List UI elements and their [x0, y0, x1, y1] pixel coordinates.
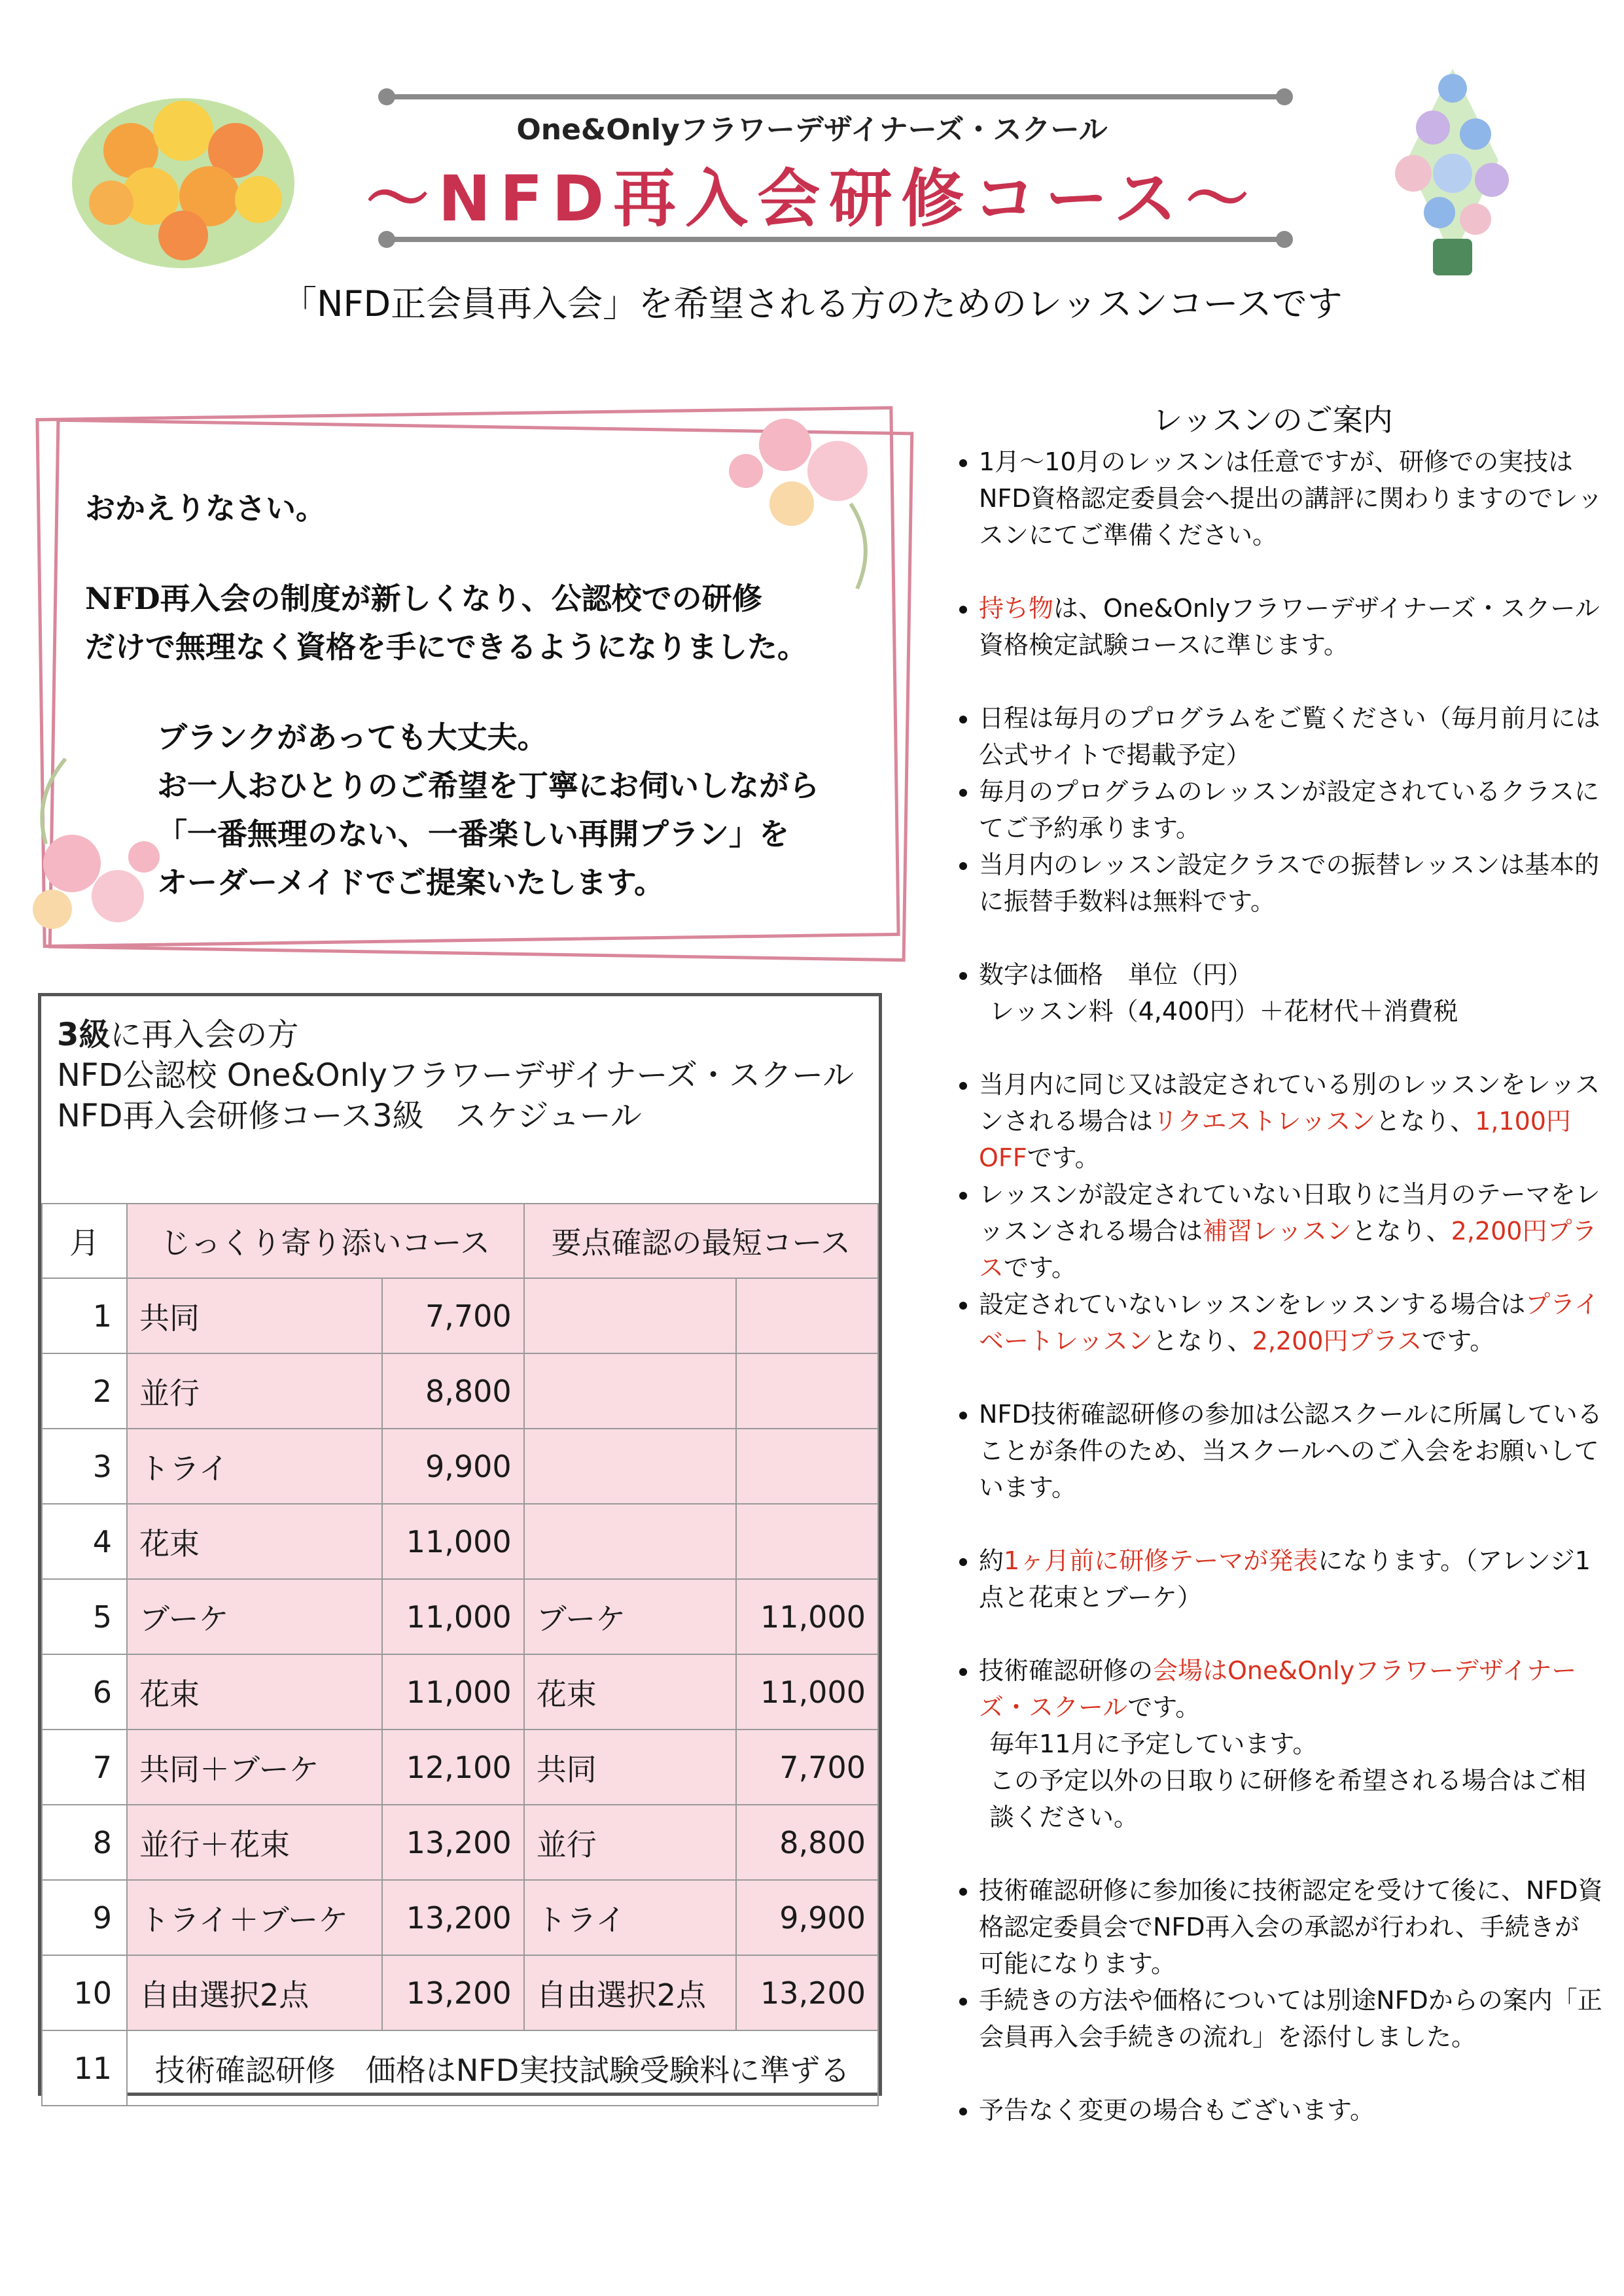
welcome-line: NFD再入会の制度が新しくなり、公認校での研修 — [85, 581, 762, 616]
course-b-lesson: 花束 — [524, 1654, 736, 1730]
course-a-lesson: 自由選択2点 — [127, 1955, 382, 2030]
course-b-lesson: トライ — [524, 1880, 736, 1955]
course-b-price — [736, 1429, 878, 1504]
table-row — [42, 1429, 878, 1504]
list-item: • 当月内に同じ又は設定されている別のレッスンをレッスンされる場合はリクエストレッスンとなり、1,100円OFFです。 — [979, 1066, 1603, 1176]
table-row — [42, 1730, 878, 1805]
course-line: NFD再入会研修コース3級 スケジュール — [57, 1098, 642, 1134]
welcome-line: おかえりなさい。 — [85, 491, 326, 526]
table-row — [42, 1805, 878, 1880]
month-cell: 3 — [42, 1429, 127, 1504]
course-a-lesson: トライ＋ブーケ — [127, 1880, 382, 1955]
list-item: • 1月〜10月のレッスンは任意ですが、研修での実技はNFD資格認定委員会へ提出の講評に関わりますのでレッスンにてご準備ください。 — [979, 444, 1603, 553]
course-a-lesson: 共同＋ブーケ — [127, 1730, 382, 1805]
col-course-b: 要点確認の最短コース — [524, 1204, 878, 1278]
course-b-lesson — [524, 1504, 736, 1579]
month-cell: 8 — [42, 1805, 127, 1880]
course-a-price: 7,700 — [382, 1278, 524, 1353]
course-b-lesson: 並行 — [524, 1805, 736, 1880]
welcome-line: だけで無理なく資格を手にできるようになりました。 — [85, 629, 807, 665]
table-row — [42, 1353, 878, 1429]
header-dot — [378, 88, 395, 105]
course-a-price: 11,000 — [382, 1654, 524, 1730]
table-row — [42, 1880, 878, 1955]
list-item: • 持ち物は、One&Onlyフラワーデザイナーズ・スクール資格検定試験コースに準じます。 — [979, 590, 1603, 663]
month-cell: 9 — [42, 1880, 127, 1955]
course-a-price: 13,200 — [382, 1955, 524, 2030]
course-b-lesson: 共同 — [524, 1730, 736, 1805]
col-month: 月 — [42, 1204, 127, 1278]
course-b-lesson: 自由選択2点 — [524, 1955, 736, 2030]
schedule-table — [38, 993, 882, 2096]
list-item: • 手続きの方法や価格については別途NFDからの案内「正会員再入会手続きの流れ」を添付しました。 — [979, 1982, 1603, 2055]
table-row — [42, 1955, 878, 2030]
month-cell: 1 — [42, 1278, 127, 1353]
grade-label: 3級 — [57, 1017, 111, 1053]
month-cell: 2 — [42, 1353, 127, 1429]
school-name: One&Onlyフラワーデザイナーズ・スクール — [516, 113, 1108, 147]
training-note: 技術確認研修 価格はNFD実技試験受験料に準ずる — [127, 2030, 878, 2106]
course-b-price: 11,000 — [736, 1654, 878, 1730]
course-a-price: 9,900 — [382, 1429, 524, 1504]
schedule-grid — [41, 1203, 879, 2106]
course-a-price: 12,100 — [382, 1730, 524, 1805]
header-dot — [1276, 88, 1293, 105]
course-a-price: 11,000 — [382, 1504, 524, 1579]
welcome-line: オーダーメイドでご提案いたします。 — [157, 865, 665, 900]
course-b-price: 7,700 — [736, 1730, 878, 1805]
header-line-top — [386, 94, 1282, 99]
schedule-heading — [41, 996, 879, 1203]
month-cell: 5 — [42, 1579, 127, 1654]
month-cell: 11 — [42, 2030, 127, 2106]
course-a-lesson: 並行＋花束 — [127, 1805, 382, 1880]
month-cell: 10 — [42, 1955, 127, 2030]
course-a-lesson: 並行 — [127, 1353, 382, 1429]
flower-arrangement-illustration — [1368, 62, 1538, 278]
course-b-lesson — [524, 1429, 736, 1504]
welcome-line: お一人おひとりのご希望を丁寧にお伺いしながら — [157, 768, 819, 803]
course-a-lesson: 花束 — [127, 1654, 382, 1730]
list-item: • 日程は毎月のプログラムをご覧ください（毎月前月には公式サイトで掲載予定） — [979, 700, 1603, 773]
heading-text: に再入会の方 — [110, 1017, 299, 1053]
welcome-line: ブランクがあっても大丈夫。 — [157, 720, 548, 755]
course-b-price — [736, 1353, 878, 1429]
course-b-price: 13,200 — [736, 1955, 878, 2030]
page-title: ～NFD再入会研修コース～ — [366, 162, 1258, 235]
list-item: • 当月内のレッスン設定クラスでの振替レッスンは基本的に振替手数料は無料です。 — [979, 846, 1603, 920]
lesson-guide-title: レッスンのご案内 — [1152, 402, 1393, 438]
table-row — [42, 2030, 878, 2106]
course-a-lesson: トライ — [127, 1429, 382, 1504]
list-item: • 設定されていないレッスンをレッスンする場合はプライベートレッスンとなり、2,200円プラスです。 — [979, 1286, 1603, 1359]
welcome-message — [85, 484, 890, 907]
course-a-lesson: ブーケ — [127, 1579, 382, 1654]
table-row — [42, 1579, 878, 1654]
list-item: • 技術確認研修に参加後に技術認定を受けて後に、NFD資格認定委員会でNFD再入会の承認が行われ、手続きが可能になります。 — [979, 1872, 1603, 1982]
lesson-guide-list — [942, 444, 1603, 2129]
flower-basket-illustration — [65, 78, 301, 275]
course-a-lesson: 共同 — [127, 1278, 382, 1353]
list-item: • 予告なく変更の場合もございます。 — [979, 2092, 1603, 2129]
course-b-price: 9,900 — [736, 1880, 878, 1955]
list-item: • レッスンが設定されていない日取りに当月のテーマをレッスンされる場合は補習レッスンとなり、2,200円プラスです。 — [979, 1176, 1603, 1286]
table-row — [42, 1654, 878, 1730]
table-header-row — [42, 1204, 878, 1278]
list-item: • 約1ヶ月前に研修テーマが発表になります。（アレンジ1点と花束とブーケ） — [979, 1542, 1603, 1616]
course-b-lesson: ブーケ — [524, 1579, 736, 1654]
month-cell: 4 — [42, 1504, 127, 1579]
school-line: NFD公認校 One&Onlyフラワーデザイナーズ・スクール — [57, 1057, 855, 1094]
course-b-price: 11,000 — [736, 1579, 878, 1654]
course-a-price: 13,200 — [382, 1880, 524, 1955]
month-cell: 7 — [42, 1730, 127, 1805]
course-b-price — [736, 1504, 878, 1579]
table-row — [42, 1278, 878, 1353]
list-item: • NFD技術確認研修の参加は公認スクールに所属していることが条件のため、当スクールへのご入会をお願いしています。 — [979, 1396, 1603, 1506]
course-a-price: 13,200 — [382, 1805, 524, 1880]
course-a-lesson: 花束 — [127, 1504, 382, 1579]
course-b-price: 8,800 — [736, 1805, 878, 1880]
list-item: • 毎月のプログラムのレッスンが設定されているクラスにてご予約承ります。 — [979, 773, 1603, 846]
page-subtitle: 「NFD正会員再入会」を希望される方のためのレッスンコースです — [281, 283, 1343, 324]
course-a-price: 11,000 — [382, 1579, 524, 1654]
course-b-lesson — [524, 1353, 736, 1429]
course-b-lesson — [524, 1278, 736, 1353]
month-cell: 6 — [42, 1654, 127, 1730]
list-item: • 技術確認研修の会場はOne&Onlyフラワーデザイナーズ・スクールです。 毎年11月に予定しています。 この予定以外の日取りに研修を希望される場合はご相談ください。 — [979, 1652, 1603, 1835]
table-row — [42, 1504, 878, 1579]
list-item: • 数字は価格 単位（円） レッスン料（4,400円）＋花材代＋消費税 — [979, 956, 1603, 1030]
course-b-price — [736, 1278, 878, 1353]
course-a-price: 8,800 — [382, 1353, 524, 1429]
welcome-line: 「一番無理のない、一番楽しい再開プラン」を — [157, 816, 789, 852]
col-course-a: じっくり寄り添いコース — [127, 1204, 524, 1278]
